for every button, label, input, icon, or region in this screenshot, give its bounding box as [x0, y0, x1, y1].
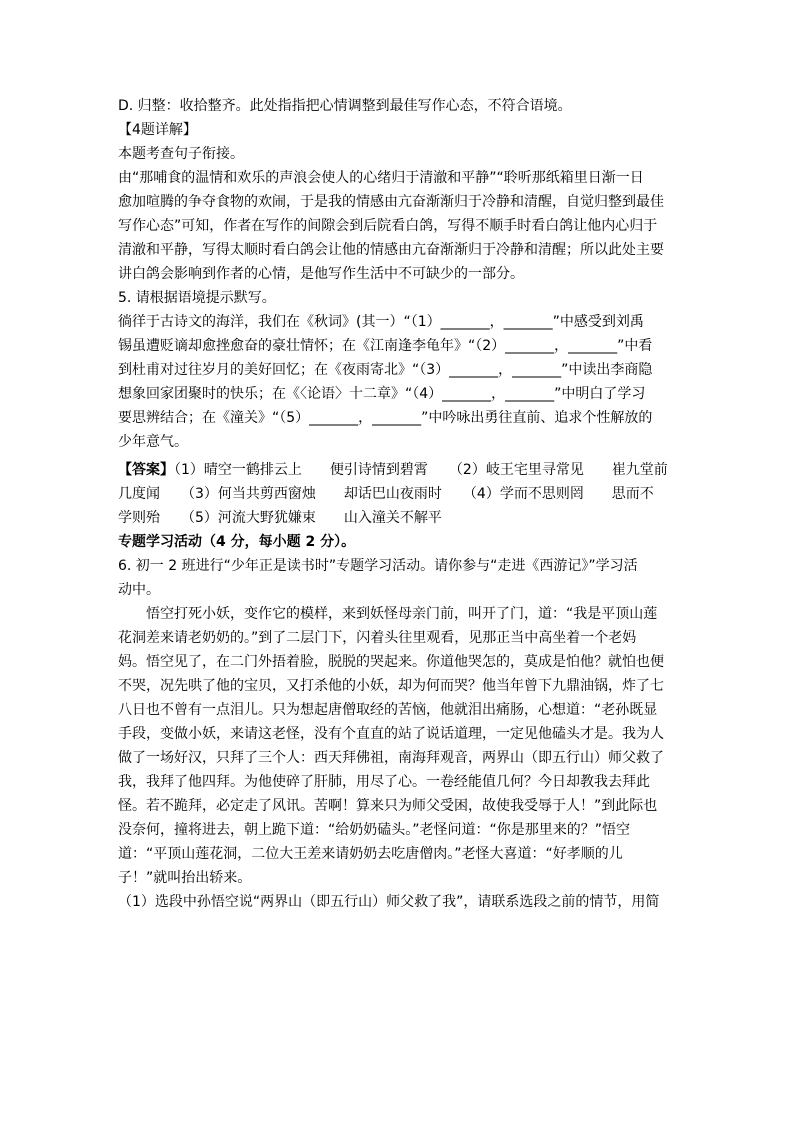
document-page [118, 94, 678, 914]
q5-passage-line: 到杜甫对过往岁月的美好回忆；在《夜雨寄北》“（3）_______，_______”中读出李商隐 [118, 362, 653, 378]
q4-explanation-line: 由“那哺食的温情和欢乐的声浪会使人的心绪归于清澈和平静”“聆听那纸箱里日渐一日 [118, 170, 644, 186]
q6-prompt-line: 动中。 [118, 582, 160, 598]
q4-detail-heading: 【4题详解】 [118, 122, 197, 138]
excerpt-line: 子！”就叫抬出轿来。 [118, 870, 252, 886]
q6-subquestion-1: （1）选段中孙悟空说“两界山（即五行山）师父救了我”，请联系选段之前的情节，用简 [118, 894, 660, 910]
option-d-explanation: D. 归整：收拾整齐。此处指指把心情调整到最佳写作心态，不符合语境。 [118, 98, 572, 114]
excerpt-line: 怪。若不跪拜，必定走了风讯。苦啊！算来只为师父受困，故使我受辱于人！”到此际也 [118, 798, 658, 814]
q4-explanation-line: 愈加喧腾的争夺食物的欢闹，于是我的情感由亢奋渐渐归于冷静和清醒，自觉归整到最佳 [118, 194, 664, 210]
q5-passage-line: 徜徉于古诗文的海洋，我们在《秋词》(其一）“（1）_______，_______”中感受到刘禹 [118, 314, 644, 330]
q5-answer-line: 几度闻 （3）何当共剪西窗烛 却话巴山夜雨时 （4）学而不思则罔 思而不 [118, 486, 654, 502]
q6-prompt-line: 6. 初一 2 班进行“少年正是读书时”专题学习活动。请你参与“走进《西游记》”学习活 [118, 558, 638, 574]
answer-text: （1）晴空一鹤排云上 便引诗情到碧霄 （2）岐王宅里寻常见 崔九堂前 [174, 462, 668, 478]
excerpt-line: 悟空打死小妖，变作它的模样，来到妖怪母亲门前，叫开了门，道：“我是平顶山莲 [146, 606, 658, 622]
excerpt-line: 妈。悟空见了，在二门外捂着脸，脱脱的哭起来。你道他哭怎的，莫成是怕他？就怕也便 [118, 654, 664, 670]
excerpt-line: 手段，变做小妖，来请这老怪，没有个直直的站了说话道理，一定见他磕头才是。我为人 [118, 726, 664, 742]
q5-passage-line: 少年意气。 [118, 434, 188, 450]
excerpt-line: 道：“平顶山莲花洞，二位大王差来请奶奶去吃唐僧肉。”老怪大喜道：“好孝顺的儿 [118, 846, 623, 862]
excerpt-line: 没奈何，撞将进去，朝上跪下道：“给奶奶磕头。”老怪问道：“你是那里来的？”悟空 [118, 822, 631, 838]
answer-label: 【答案】 [118, 462, 174, 478]
q4-explanation-line: 讲白鸽会影响到作者的心情，是他写作生活中不可缺少的一部分。 [118, 266, 524, 282]
q4-explanation-line: 清澈和平静，写得太顺时看白鸽会让他的情感由亢奋渐渐归于冷静和清醒；所以此处主要 [118, 242, 664, 258]
excerpt-line: 花洞差来请老奶奶的。”到了二层门下，闪着头往里观看，见那正当中高坐着一个老妈 [118, 630, 637, 646]
q5-answer-line [118, 458, 678, 482]
q5-prompt: 5. 请根据语境提示默写。 [118, 290, 276, 306]
q4-explanation-line: 写作心态”可知，作者在写作的间隙会到后院看白鸽，写得不顺手时看白鸽让他内心归于 [118, 218, 658, 234]
excerpt-line: 我，我拜了他四拜。为他使碎了肝肺，用尽了心。一卷经能值几何？今日却教我去拜此 [118, 774, 650, 790]
q5-passage-line: 要思辨结合；在《潼关》“（5）_______，_______”中吟咏出勇往直前、追求个性解放的 [118, 410, 653, 426]
section-heading: 专题学习活动（4 分，每小题 2 分）。 [118, 534, 356, 550]
q4-topic: 本题考查句子衔接。 [118, 146, 244, 162]
q5-answer-line: 学则殆 （5）河流大野犹嫌束 山入潼关不解平 [118, 510, 442, 526]
excerpt-line: 不哭，况先哄了他的宝贝，又打杀他的小妖，却为何而哭？他当年曾下九鼎油锅，炸了七 [118, 678, 664, 694]
excerpt-line: 八日也不曾有一点泪儿。只为想起唐僧取经的苦恼，他就泪出痛肠，心想道：“老孙既显 [118, 702, 658, 718]
q5-passage-line: 想象回家团聚时的快乐；在《〈论语〉十二章》“（4）_______，_______”中明白了学习 [118, 386, 646, 402]
excerpt-line: 做了一场好汉，只拜了三个人：西天拜佛祖，南海拜观音，两界山（即五行山）师父救了 [118, 750, 664, 766]
q5-passage-line: 锡虽遭贬谪却愈挫愈奋的豪壮情怀；在《江南逢李龟年》“（2）_______，_______”中看 [118, 338, 653, 354]
